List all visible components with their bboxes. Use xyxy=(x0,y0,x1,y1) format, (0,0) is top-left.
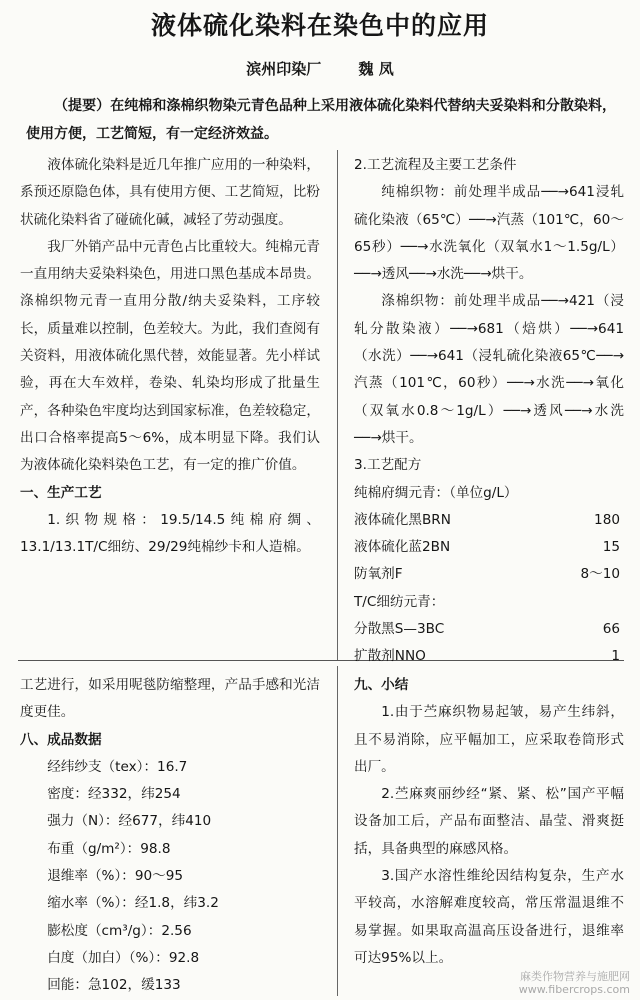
recipe-subtitle-cotton: 纯棉府绸元青：（单位g/L） xyxy=(354,484,518,501)
section-heading-production: 一、生产工艺 xyxy=(20,484,102,501)
right-column-top xyxy=(354,152,624,671)
paragraph-polycotton-process: 涤棉织物：前处理半成品──→421（浸轧分散染液）──→681（焙烘）──→641（水洗）──→641（浸轧硫化染液65℃──→汽蒸（101℃，60秒）──→水洗──→氧化（双氧水0.8～1g/L）──→透风──→水洗──→烘干。 xyxy=(354,293,624,446)
left-column-top xyxy=(20,152,320,561)
recipe-row: 防氧剂F 8～10 xyxy=(354,566,620,583)
right-column-bottom xyxy=(354,672,624,972)
author: 魏 凤 xyxy=(358,60,394,78)
byline xyxy=(0,58,640,79)
section-heading-summary: 九、小结 xyxy=(354,677,409,693)
summary-point: 1.由于苎麻织物易起皱，易产生纬斜，且不易消除，应平幅加工，应采取卷筒形式出厂。 xyxy=(354,704,624,775)
watermark: 麻类作物营养与施肥网 www.fibercrops.com xyxy=(518,970,630,996)
recipe-row: 分散黑S—3BC 66 xyxy=(354,621,620,638)
left-column-bottom xyxy=(20,672,320,1000)
data-item: 密度：经332，纬254 xyxy=(47,786,181,803)
paragraph-background: 我厂外销产品中元青色占比重较大。纯棉元青一直用纳夫妥染料染色，用进口黑色基成本昂贵。涤棉织物元青一直用分散/纳夫妥染料，工序较长，质量难以控制，色差较大。为此，我们查阅有关资料，用液体硫化黑代替，效能显著。先小样试验，再在大车效样，卷染、轧染均形成了批量生产，各种染色牢度均达到国家标准，色差较稳定，出口合格率提高5～6%，成本明显下降。我们认为液体硫化染料染色工艺，有一定的推广价值。 xyxy=(20,238,320,474)
subheading-recipe: 3.工艺配方 xyxy=(354,457,422,474)
paragraph-cotton-process: 纯棉织物：前处理半成品──→641浸轧硫化染液（65℃）──→汽蒸（101℃，60～65秒）──→水洗氧化（双氧水1～1.5g/L）──→透风──→水洗──→烘干。 xyxy=(354,184,624,283)
summary-point: 3.国产水溶性维纶因结构复杂，生产水平较高，水溶解难度较高，常压常温退维不易掌握。如果取高温高压设备进行，退维率可达95%以上。 xyxy=(354,868,624,966)
data-item: 回能：急102，缓133 xyxy=(47,977,181,994)
recipe-row: 液体硫化黑BRN 180 xyxy=(354,511,620,528)
recipe-row: 扩散剂NNO 1 xyxy=(354,648,620,665)
data-item: 膨松度（cm³/g）：2.56 xyxy=(47,922,192,939)
article-title: 液体硫化染料在染色中的应用 xyxy=(150,11,489,40)
data-item: 退维率（%）：90～95 xyxy=(47,868,184,885)
paragraph-intro: 液体硫化染料是近几年推广应用的一种染料，系预还原隐色体，具有使用方便、工艺简短，比粉状硫化染料省了碰硫化碱，减轻了劳动强度。 xyxy=(20,157,320,228)
data-item: 白度（加白）（%）：92.8 xyxy=(47,949,200,966)
recipe-subtitle-tc: T/C细纺元青： xyxy=(354,593,445,610)
abstract: （提要）在纯棉和涤棉织物染元青色品种上采用液体硫化染料代替纳夫妥染料和分散染料，使用方便，工艺简短，有一定经济效益。 xyxy=(26,98,616,142)
column-divider-top xyxy=(337,150,338,660)
paragraph-fabric-spec: 1.织物规格：19.5/14.5纯棉府绸、13.1/13.1T/C细纺、29/29纯棉纱卡和人造棉。 xyxy=(20,511,320,556)
section-heading-product-data: 八、成品数据 xyxy=(20,731,102,748)
organization: 滨州印染厂 xyxy=(246,60,322,78)
subheading-process-flow: 2.工艺流程及主要工艺条件 xyxy=(354,157,517,173)
data-item: 经纬纱支（tex）：16.7 xyxy=(47,758,188,775)
summary-point: 2.苎麻爽丽纱经“紧、紧、松”国产平幅设备加工后，产品布面整洁、晶莹、滑爽挺括，具备典型的麻感风格。 xyxy=(354,786,624,857)
data-item: 强力（N）：经677，纬410 xyxy=(47,813,212,830)
recipe-row: 液体硫化蓝2BN 15 xyxy=(354,539,620,556)
data-item: 缩水率（%）：经1.8，纬3.2 xyxy=(47,895,219,912)
paragraph-finishing: 工艺进行，如采用呢毯防缩整理，产品手感和光洁度更佳。 xyxy=(20,677,320,721)
data-item: 布重（g/m²）：98.8 xyxy=(47,840,171,857)
column-divider-bottom xyxy=(337,666,338,996)
